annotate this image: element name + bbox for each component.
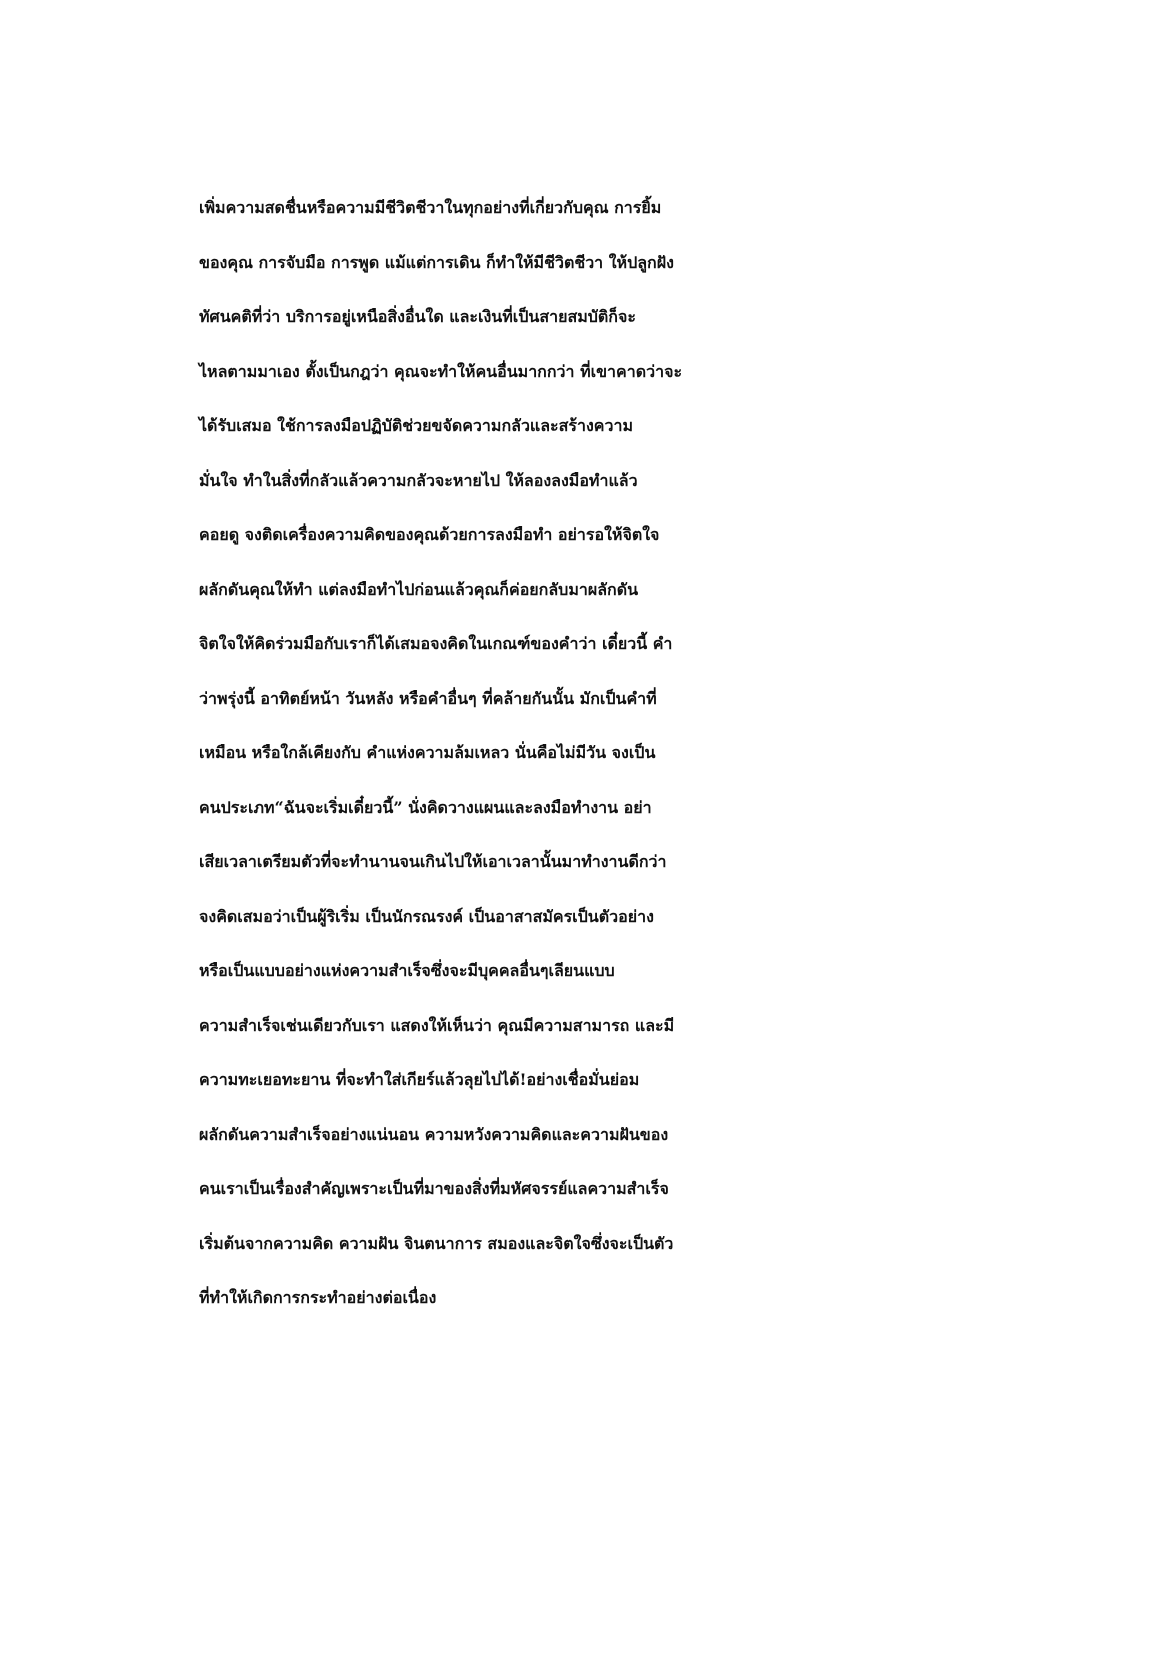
paragraph-line: ผลักดันคุณให้ทำ แต่ลงมือทำไปก่อนแล้วคุณก็ค่อยกลับมาผลักดัน xyxy=(199,579,639,599)
paragraph-line: ที่ทำให้เกิดการกระทำอย่างต่อเนื่อง xyxy=(199,1288,437,1307)
paragraph-line: จงคิดเสมอว่าเป็นผู้ริเริ่ม เป็นนักรณรงค์ เป็นอาสาสมัครเป็นตัวอย่าง xyxy=(199,906,654,926)
paragraph-line: ทัศนคติที่ว่า บริการอยู่เหนือสิ่งอื่นใด และเงินที่เป็นสายสมบัติก็จะ xyxy=(199,307,636,326)
paragraph-line: คนเราเป็นเรื่องสำคัญเพราะเป็นที่มาของสิ่งที่มหัศจรรย์แลความสำเร็จ xyxy=(199,1179,669,1198)
paragraph-line: ความทะเยอทะยาน ที่จะทำใส่เกียร์แล้วลุยไปได้!อย่างเชื่อมั่นย่อม xyxy=(199,1070,640,1089)
paragraph-line: ความสำเร็จเช่นเดียวกับเรา แสดงให้เห็นว่า คุณมีความสามารถ และมี xyxy=(199,1015,675,1035)
paragraph-line: หรือเป็นแบบอย่างแห่งความสำเร็จซึ่งจะมีบุคคลอื่นๆเลียนแบบ xyxy=(199,961,615,980)
paragraph-line: คอยดู จงติดเครื่องความคิดของคุณด้วยการลงมือทำ อย่ารอให้จิตใจ xyxy=(199,525,660,544)
paragraph-line: เพิ่มความสดชื่นหรือความมีชีวิตชีวาในทุกอย่างที่เกี่ยวกับคุณ การยิ้ม xyxy=(199,198,662,217)
paragraph-line: มั่นใจ ทำในสิ่งที่กลัวแล้วความกลัวจะหายไป ให้ลองลงมือทำแล้ว xyxy=(199,470,638,490)
paragraph-line: คนประเภท“ฉันจะเริ่มเดี๋ยวนี้” นั่งคิดวางแผนและลงมือทำงาน อย่า xyxy=(199,797,652,817)
paragraph-line: ไหลตามมาเอง ตั้งเป็นกฎว่า คุณจะทำให้คนอื่นมากกว่า ที่เขาคาดว่าจะ xyxy=(199,361,683,381)
paragraph-line: ได้รับเสมอ ใช้การลงมือปฏิบัติช่วยขจัดความกลัวและสร้างความ xyxy=(199,416,634,435)
paragraph-line: เหมือน หรือใกล้เคียงกับ คำแห่งความล้มเหลว นั่นคือไม่มีวัน จงเป็น xyxy=(199,743,656,762)
body-paragraph xyxy=(199,181,999,1326)
paragraph-line: ว่าพรุ่งนี้ อาทิตย์หน้า วันหลัง หรือคำอื่นๆ ที่คล้ายกันนั้น มักเป็นคำที่ xyxy=(199,688,657,708)
paragraph-line: เสียเวลาเตรียมตัวที่จะทำนานจนเกินไปให้เอาเวลานั้นมาทำงานดีกว่า xyxy=(199,852,667,871)
paragraph-line: จิตใจให้คิดร่วมมือกับเราก็ได้เสมอจงคิดในเกณฑ์ของคำว่า เดี๋ยวนี้ คำ xyxy=(199,634,673,653)
paragraph-line: เริ่มต้นจากความคิด ความฝัน จินตนาการ สมองและจิตใจซึ่งจะเป็นตัว xyxy=(199,1233,674,1253)
paragraph-line: ของคุณ การจับมือ การพูด แม้แต่การเดิน ก็ทำให้มีชีวิตชีวา ให้ปลูกฝัง xyxy=(199,252,674,272)
paragraph-line: ผลักดันความสำเร็จอย่างแน่นอน ความหวังความคิดและความฝันของ xyxy=(199,1124,669,1144)
